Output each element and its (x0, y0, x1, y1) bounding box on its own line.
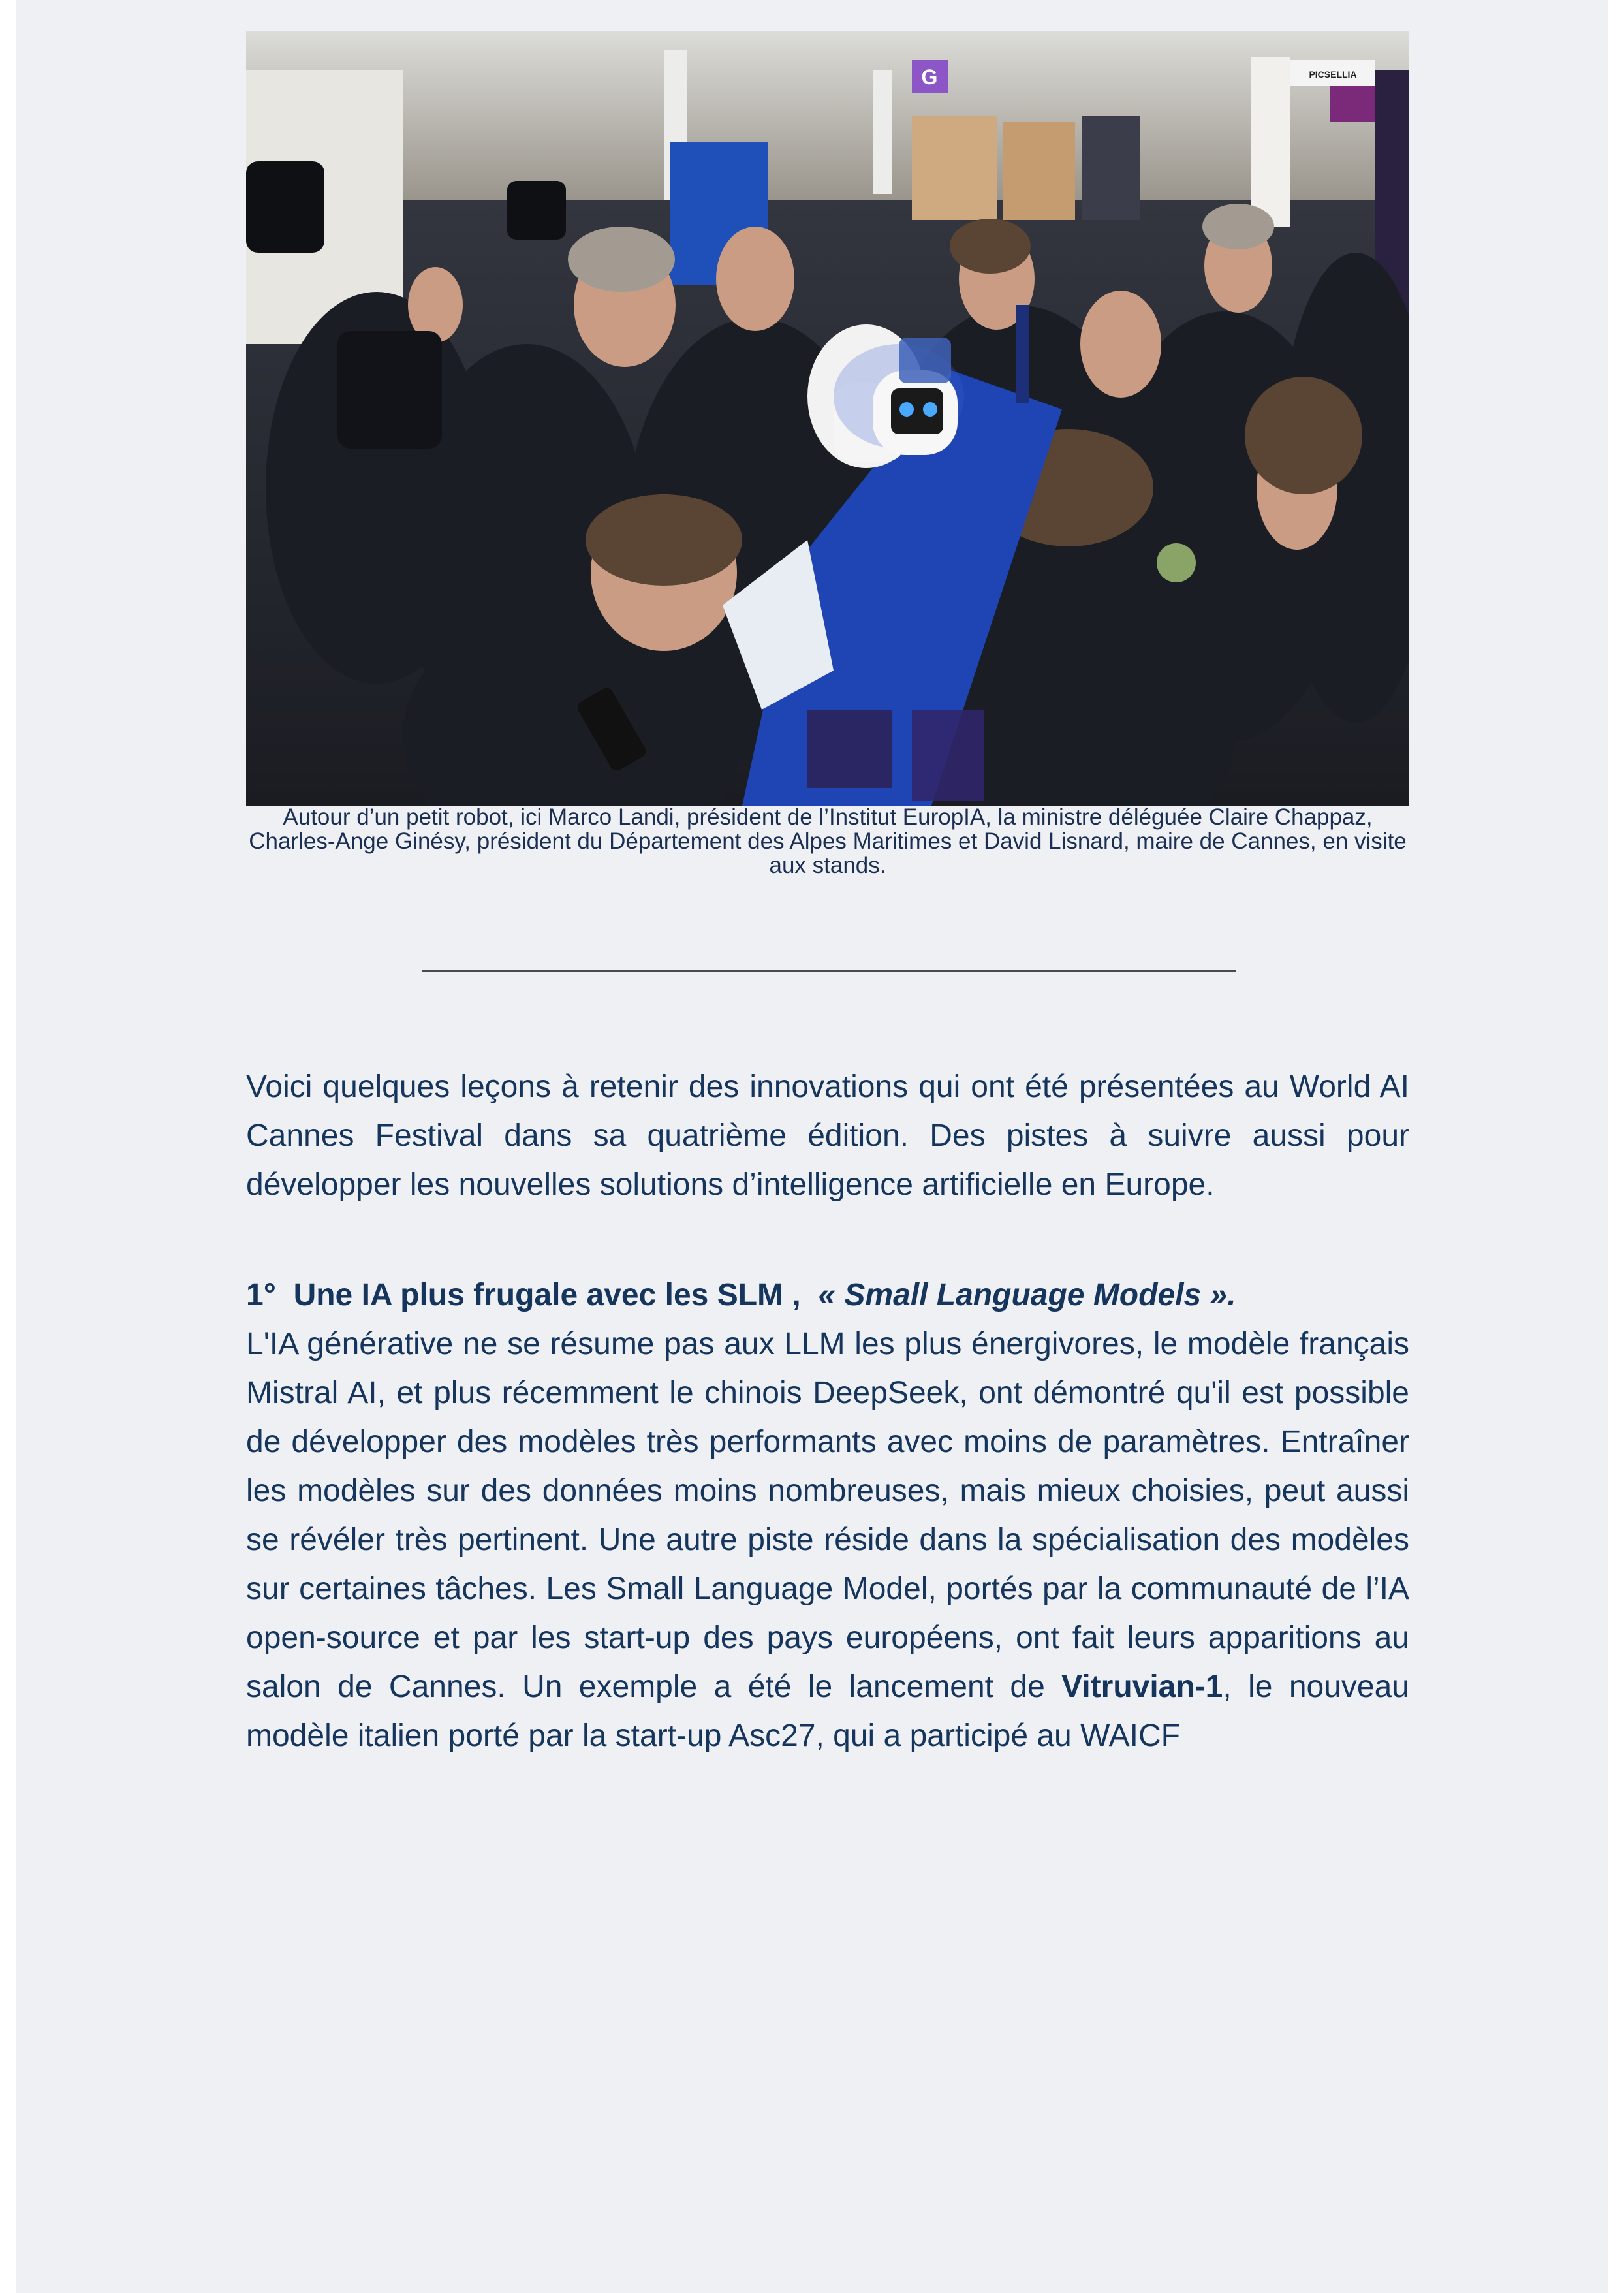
intro-paragraph: Voici quelques leçons à retenir des innovations qui ont été présentées au World AI Cannes Festival dans sa quatrième édition. Des pistes à suivre aussi pour développer les nouvelles solutions d’intelligence artificielle en Europe. (246, 1069, 1409, 1202)
section-title: Une IA plus frugale avec les SLM , (293, 1278, 801, 1312)
camera-shape (246, 161, 324, 253)
document-page (16, 0, 1608, 2293)
body-text-end: , le nouveau modèle italien porté par la start-up Asc27, qui a participé au WAICF (246, 1669, 1410, 1753)
body-text-start: L'IA générative ne se résume pas aux LLM les plus énergivores, le modèle français Mistral AI, et plus récemment le chinois DeepSeek, ont démontré qu'il est possible de développer des modèles très performants avec moins de paramètres. Entraîner les modèles sur des données moins nombreuses, mais mieux choisies, peut aussi se révéler très pertinent. Une autre piste réside dans la spécialisation des modèles sur certaines tâches. Les Small Language Model, portés par la communauté de l’IA open-source et par les start-up des pays européens, ont fait leurs apparitions au salon de Cannes. Un exemple a été le lancement de (246, 1327, 1409, 1704)
section-subtitle: « Small Language Models ». (818, 1278, 1236, 1312)
booth-sign-text: PICSELLIA (1309, 69, 1357, 80)
section-heading (246, 1271, 1409, 1320)
crowd-photo-illustration (246, 31, 1409, 806)
section-number: 1° (246, 1278, 276, 1312)
photo-caption: Autour d’un petit robot, ici Marco Landi, président de l’Institut EuropIA, la ministre déléguée Claire Chappaz, Charles-Ange Ginésy, président du Département des Alpes Maritimes et David Lisnard, maire de Cannes, en visite aux stands. (249, 804, 1407, 878)
screen-badge-text: G (921, 65, 938, 89)
section-body-paragraph (246, 1320, 1409, 1760)
model-name: Vitruvian-1 (1061, 1669, 1223, 1704)
event-photo (246, 31, 1409, 806)
section-divider (422, 970, 1236, 972)
